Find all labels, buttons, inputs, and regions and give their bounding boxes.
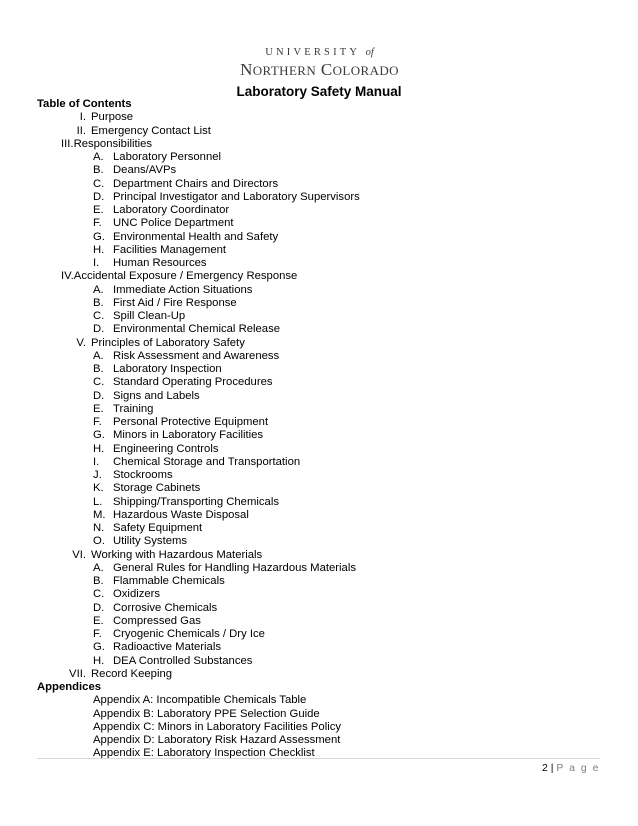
page-label: P a g e — [556, 762, 600, 774]
subsection-title: Corrosive Chemicals — [113, 601, 218, 614]
toc-subsection — [37, 297, 360, 310]
toc-section — [37, 111, 360, 124]
toc-subsection — [37, 615, 360, 628]
table-of-contents — [37, 98, 360, 761]
toc-subsection — [37, 178, 360, 191]
subsection-letter: I. — [93, 455, 100, 468]
section-number: II. — [76, 124, 86, 137]
footer-separator: | — [550, 762, 554, 774]
subsection-letter: G. — [93, 230, 105, 243]
footer-divider — [37, 758, 600, 759]
toc-subsection — [37, 403, 360, 416]
section-number: I. — [79, 111, 86, 124]
toc-heading: Table of Contents — [37, 98, 132, 110]
appendix-item: Appendix D: Laboratory Risk Hazard Assessment — [93, 734, 341, 746]
subsection-title: Standard Operating Procedures — [113, 376, 273, 389]
subsection-letter: D. — [93, 323, 105, 336]
subsection-title: First Aid / Fire Response — [113, 296, 237, 309]
subsection-title: Compressed Gas — [113, 614, 201, 627]
subsection-title: Engineering Controls — [113, 442, 219, 455]
subsection-letter: D. — [93, 601, 105, 614]
subsection-letter: B. — [93, 296, 104, 309]
subsection-title: Environmental Chemical Release — [113, 323, 281, 336]
subsection-letter: D. — [93, 190, 105, 203]
subsection-letter: C. — [93, 588, 105, 601]
subsection-letter: G. — [93, 429, 105, 442]
page-number: 2 — [541, 762, 548, 774]
section-number: VI. — [72, 548, 86, 561]
toc-section — [37, 337, 360, 350]
toc-section — [37, 138, 360, 151]
toc-section — [37, 668, 360, 681]
subsection-letter: O. — [93, 535, 105, 548]
section-title: Accidental Exposure / Emergency Response — [73, 270, 298, 283]
subsection-letter: N. — [93, 522, 105, 534]
toc-subsection — [37, 416, 360, 429]
toc-subsection — [37, 390, 360, 403]
subsection-title: Spill Clean-Up — [113, 310, 186, 322]
section-title: Principles of Laboratory Safety — [91, 336, 245, 349]
subsection-title: Hazardous Waste Disposal — [113, 508, 249, 521]
subsection-letter: L. — [93, 495, 103, 508]
appendices-list — [37, 694, 360, 760]
toc-subsection — [37, 655, 360, 668]
subsection-letter: G. — [93, 641, 105, 654]
toc-subsection — [37, 204, 360, 217]
toc-subsection — [37, 151, 360, 164]
subsection-letter: E. — [93, 204, 104, 216]
toc-subsection — [37, 588, 360, 601]
section-number: VII. — [69, 667, 86, 680]
toc-subsection — [37, 575, 360, 588]
subsection-title: Utility Systems — [113, 535, 188, 548]
appendix-item: Appendix E: Laboratory Inspection Checklist — [93, 747, 315, 760]
toc-subsection — [37, 535, 360, 548]
subsection-title: Oxidizers — [113, 588, 161, 601]
toc-subsection — [37, 456, 360, 469]
toc-subsection — [37, 602, 360, 615]
appendices-heading: Appendices — [37, 681, 102, 693]
subsection-letter: A. — [93, 561, 104, 574]
subsection-letter: F. — [93, 628, 102, 640]
subsection-title: Deans/AVPs — [113, 164, 177, 177]
appendix-item: Appendix B: Laboratory PPE Selection Guide — [93, 707, 320, 720]
subsection-letter: E. — [93, 614, 104, 627]
subsection-title: Laboratory Coordinator — [113, 204, 230, 216]
subsection-letter: E. — [93, 402, 104, 415]
subsection-title: Minors in Laboratory Facilities — [113, 429, 264, 442]
subsection-letter: B. — [93, 575, 104, 587]
subsection-title: Immediate Action Situations — [113, 283, 253, 296]
toc-section — [37, 125, 360, 138]
toc-subsection — [37, 522, 360, 535]
toc-subsection — [37, 562, 360, 575]
subsection-title: Environmental Health and Safety — [113, 230, 279, 243]
logo-northern-colorado-line: NORTHERN COLORADO — [240, 60, 399, 79]
toc-subsection — [37, 310, 360, 323]
subsection-letter: C. — [93, 376, 105, 389]
document-title: Laboratory Safety Manual — [236, 84, 402, 99]
toc-subsection — [37, 284, 360, 297]
toc-subsection — [37, 482, 360, 495]
subsection-letter: H. — [93, 243, 105, 256]
subsection-title: Radioactive Materials — [113, 641, 221, 654]
subsection-title: Safety Equipment — [113, 522, 203, 534]
subsection-title: Personal Protective Equipment — [113, 416, 269, 428]
subsection-letter: J. — [93, 469, 102, 481]
toc-subsection — [37, 628, 360, 641]
subsection-title: Principal Investigator and Laboratory Supervisors — [113, 190, 360, 203]
toc-sections — [37, 111, 360, 681]
subsection-title: UNC Police Department — [113, 217, 234, 230]
subsection-letter: B. — [93, 363, 104, 375]
toc-subsection — [37, 443, 360, 456]
toc-subsection — [37, 429, 360, 442]
section-title: Responsibilities — [73, 137, 153, 150]
subsection-title: Cryogenic Chemicals / Dry Ice — [113, 628, 265, 640]
toc-subsection — [37, 641, 360, 654]
logo-university-line: UNIVERSITY of — [265, 47, 374, 58]
subsection-letter: F. — [93, 217, 102, 230]
toc-subsection — [37, 244, 360, 257]
section-number: III. — [61, 137, 74, 150]
subsection-title: Flammable Chemicals — [113, 575, 225, 587]
section-title: Working with Hazardous Materials — [91, 548, 263, 561]
toc-subsection — [37, 231, 360, 244]
subsection-letter: B. — [93, 164, 104, 177]
subsection-title: Signs and Labels — [113, 389, 200, 402]
subsection-title: Department Chairs and Directors — [113, 177, 279, 190]
subsection-letter: D. — [93, 389, 105, 402]
section-number: IV. — [61, 270, 74, 283]
subsection-title: Laboratory Personnel — [113, 151, 222, 163]
subsection-title: General Rules for Handling Hazardous Materials — [113, 561, 356, 574]
section-number: V. — [76, 336, 86, 349]
subsection-title: Shipping/Transporting Chemicals — [113, 495, 279, 508]
subsection-title: Facilities Management — [113, 243, 227, 256]
university-logo — [232, 46, 407, 80]
section-title: Record Keeping — [91, 667, 173, 680]
toc-section — [37, 270, 360, 283]
subsection-letter: C. — [93, 310, 105, 322]
subsection-letter: K. — [93, 482, 104, 495]
subsection-title: Laboratory Inspection — [113, 363, 222, 375]
subsection-letter: A. — [93, 151, 104, 163]
toc-subsection — [37, 350, 360, 363]
toc-subsection — [37, 217, 360, 230]
toc-subsection — [37, 323, 360, 336]
toc-subsection — [37, 191, 360, 204]
subsection-letter: A. — [93, 349, 104, 362]
subsection-title: Training — [113, 402, 154, 415]
toc-subsection — [37, 376, 360, 389]
subsection-title: DEA Controlled Substances — [113, 654, 253, 667]
subsection-letter: C. — [93, 177, 105, 190]
subsection-title: Human Resources — [113, 257, 207, 269]
toc-subsection — [37, 164, 360, 177]
toc-subsection — [37, 509, 360, 522]
subsection-title: Stockrooms — [113, 469, 173, 481]
toc-subsection — [37, 257, 360, 270]
subsection-title: Chemical Storage and Transportation — [113, 455, 301, 468]
subsection-title: Risk Assessment and Awareness — [113, 349, 280, 362]
appendix-item: Appendix C: Minors in Laboratory Facilities Policy — [93, 720, 342, 733]
subsection-letter: H. — [93, 442, 105, 455]
subsection-letter: A. — [93, 283, 104, 296]
appendix-item: Appendix A: Incompatible Chemicals Table — [93, 694, 307, 707]
section-title: Purpose — [91, 111, 134, 124]
subsection-title: Storage Cabinets — [113, 482, 201, 495]
toc-subsection — [37, 469, 360, 482]
toc-section — [37, 549, 360, 562]
subsection-letter: I. — [93, 257, 100, 269]
page-footer — [542, 762, 600, 774]
subsection-letter: H. — [93, 654, 105, 667]
toc-subsection — [37, 496, 360, 509]
subsection-letter: M. — [93, 508, 106, 521]
toc-subsection — [37, 363, 360, 376]
section-title: Emergency Contact List — [91, 124, 211, 137]
subsection-letter: F. — [93, 416, 102, 428]
